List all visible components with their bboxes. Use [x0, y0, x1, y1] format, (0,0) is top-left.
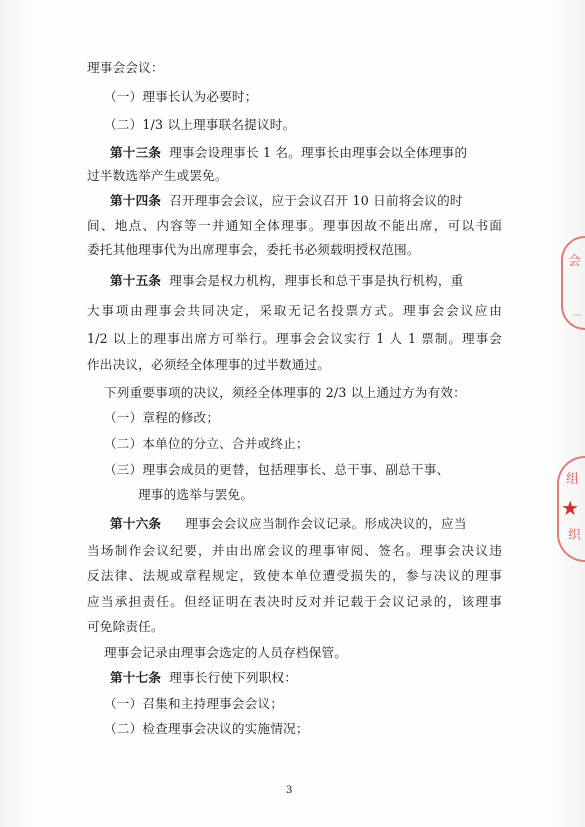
article-heading: 第十五条 — [110, 273, 162, 288]
text-span: 理事会会议应当制作会议记录。形成决议的，应当 — [185, 516, 467, 531]
text-span: 理事会是权力机构，理事长和总干事是执行机构，重 — [169, 273, 464, 288]
text-line: 可免除责任。 — [87, 619, 164, 634]
text-line: 理事的选举与罢免。 — [138, 487, 254, 502]
text-line: 当场制作会议纪要，并由出席会议的理事审阅、签名。理事会决议违 — [87, 543, 502, 558]
text-line: 应当承担责任。但经证明在表决时反对并记载于会议记录的，该理事 — [87, 594, 502, 609]
seal-glyph: 组 — [565, 472, 579, 487]
text-line: （一）章程的修改； — [104, 410, 220, 425]
text-line: 过半数选举产生或罢免。 — [87, 168, 228, 183]
seal-fragment-icon: ⌒ — [572, 314, 583, 327]
article-17-line — [110, 670, 500, 686]
text-line: 理事会记录由理事会选定的人员存档保管。 — [104, 645, 348, 660]
text-line: （一）理事长认为必要时； — [104, 89, 258, 104]
article-13-line — [110, 145, 500, 161]
text-span: 理事会设理事长 1 名。理事长由理事会以全体理事的 — [169, 145, 468, 160]
article-heading: 第十四条 — [110, 193, 162, 208]
text-line: （一）召集和主持理事会会议； — [104, 696, 284, 711]
article-16-line — [110, 516, 500, 532]
article-heading: 第十七条 — [110, 670, 162, 685]
text-span: 理事长行使下列职权： — [169, 670, 298, 685]
text-line: 大事项由理事会共同决定，采取无记名投票方式。理事会会议应由 — [87, 303, 502, 318]
article-15-line — [110, 273, 500, 289]
article-14-line — [110, 193, 500, 209]
seal-glyph: 会 — [567, 254, 581, 269]
text-line: 反法律、法规或章程规定，致使本单位遭受损失的，参与决议的理事 — [87, 568, 502, 583]
text-line: （三）理事会成员的更替，包括理事长、总干事、副总干事、 — [104, 462, 450, 477]
text-line: 作出决议，必须经全体理事的过半数通过。 — [87, 357, 331, 372]
text-line: 委托其他理事代为出席理事会，委托书必须载明授权范围。 — [87, 242, 420, 257]
article-heading: 第十六条 — [110, 516, 162, 531]
text-span: 召开理事会会议，应于会议召开 10 日前将会议的时 — [169, 193, 463, 208]
text-line: 下列重要事项的决议，须经全体理事的 2/3 以上通过方为有效： — [104, 385, 466, 400]
star-icon: ★ — [561, 496, 579, 520]
article-heading: 第十三条 — [110, 145, 162, 160]
page-number: 3 — [286, 785, 293, 796]
text-line: 理事会会议： — [87, 60, 164, 75]
text-line: （二）检查理事会决议的实施情况； — [104, 721, 309, 736]
text-line: 间、地点、内容等一并通知全体理事。理事因故不能出席，可以书面 — [87, 218, 502, 233]
text-line: 1/2 以上的理事出席方可举行。理事会会议实行 1 人 1 票制。理事会 — [87, 331, 502, 346]
text-line: （二）本单位的分立、合并或终止； — [104, 436, 309, 451]
seal-glyph: 织 — [567, 528, 581, 543]
text-line: （二）1/3 以上理事联名提议时。 — [104, 117, 296, 132]
